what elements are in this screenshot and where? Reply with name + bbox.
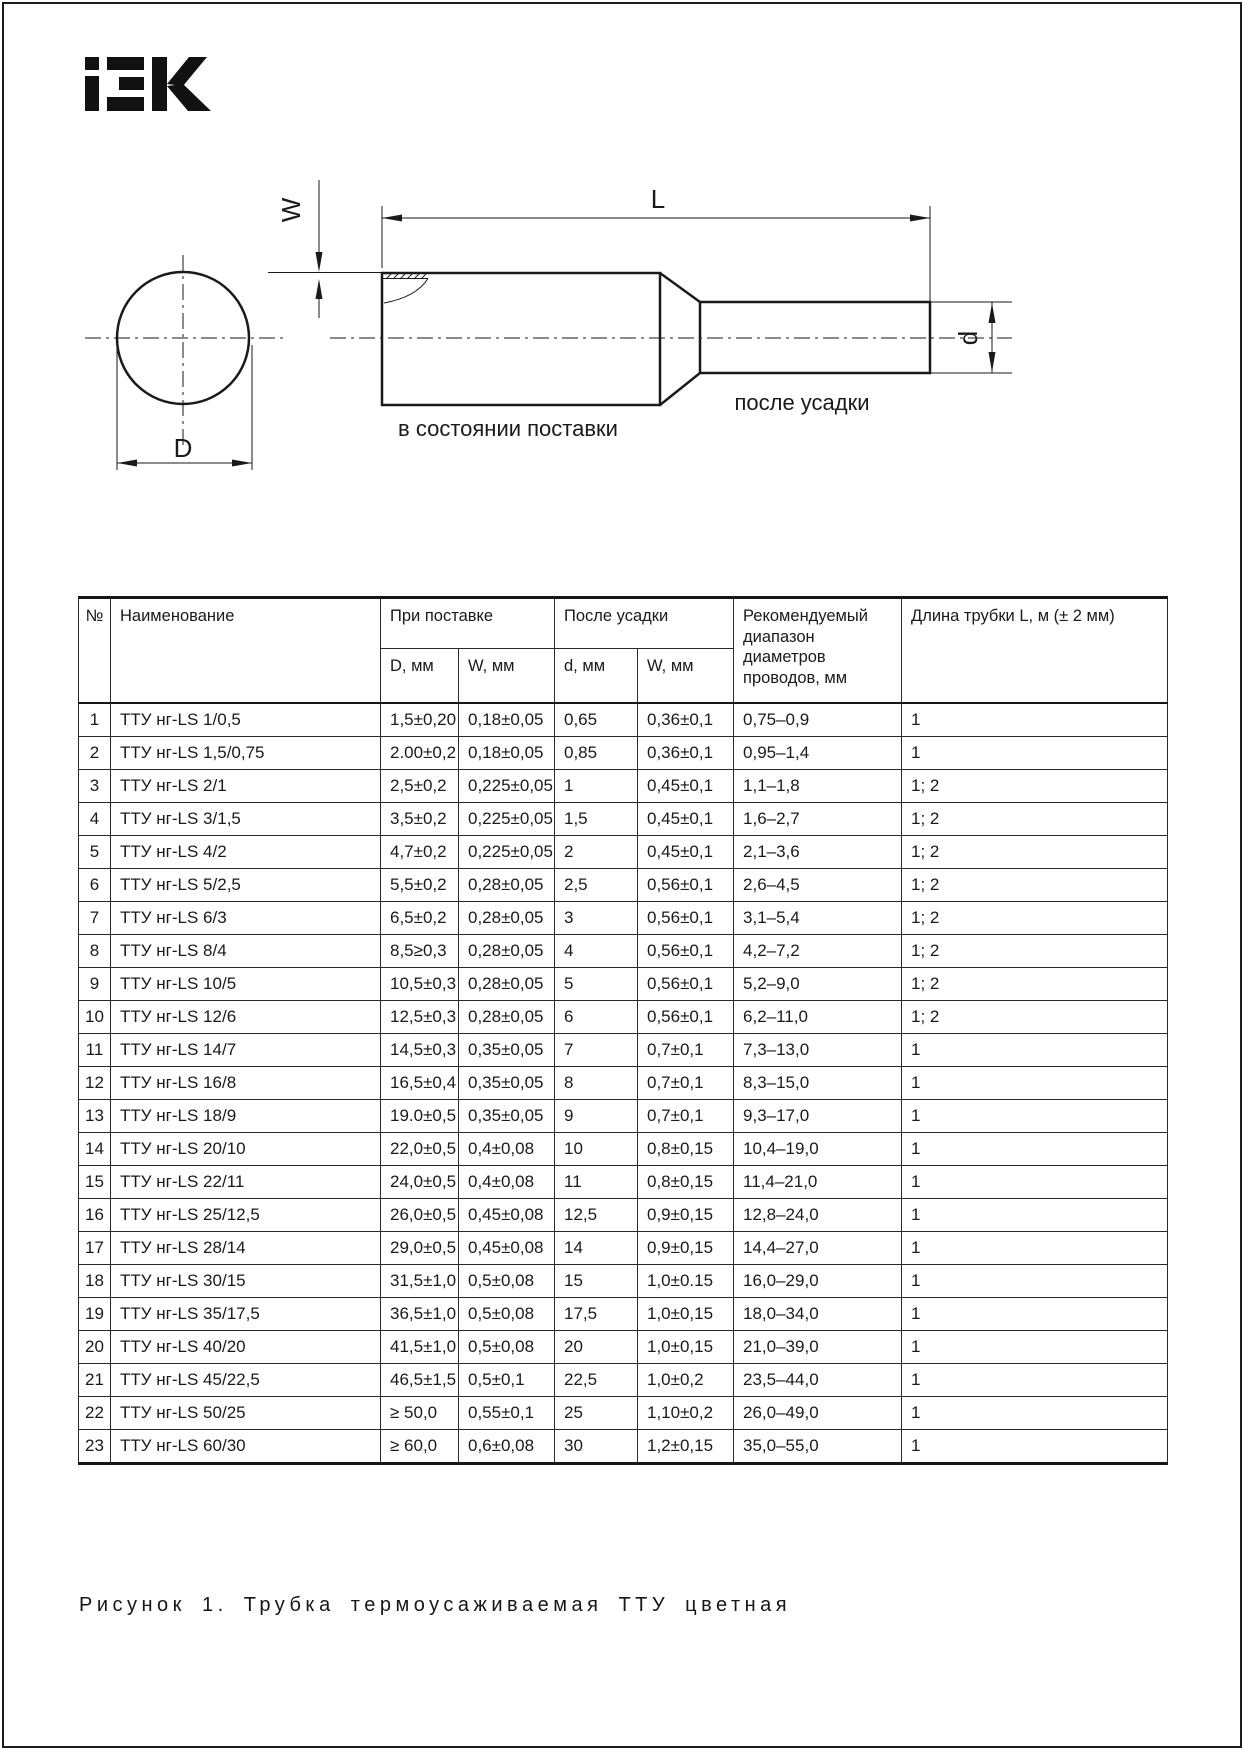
table-cell: ТТУ нг-LS 45/22,5 <box>111 1364 381 1397</box>
table-cell: 1 <box>902 1430 1168 1464</box>
table-cell: 20 <box>79 1331 111 1364</box>
table-cell: ТТУ нг-LS 25/12,5 <box>111 1199 381 1232</box>
table-cell: 1 <box>902 1331 1168 1364</box>
table-cell: 2,5 <box>555 869 638 902</box>
col-header-W-mm: W, мм <box>459 649 555 704</box>
table-cell: ТТУ нг-LS 4/2 <box>111 836 381 869</box>
dimension-L <box>382 206 930 302</box>
table-cell: 0,5±0,1 <box>459 1364 555 1397</box>
table-cell: 1 <box>902 1067 1168 1100</box>
table-row <box>79 836 1168 869</box>
table-cell: ТТУ нг-LS 50/25 <box>111 1397 381 1430</box>
table-cell: 1; 2 <box>902 803 1168 836</box>
table-cell: 15 <box>555 1265 638 1298</box>
table-cell: 0,7±0,1 <box>638 1100 734 1133</box>
table-cell: 1 <box>902 737 1168 770</box>
table-cell: ТТУ нг-LS 2/1 <box>111 770 381 803</box>
table-cell: 2,1–3,6 <box>734 836 902 869</box>
table-cell: 0,55±0,1 <box>459 1397 555 1430</box>
table-cell: 0,56±0,1 <box>638 935 734 968</box>
table-cell: ТТУ нг-LS 30/15 <box>111 1265 381 1298</box>
table-cell: 12 <box>79 1067 111 1100</box>
table-row <box>79 902 1168 935</box>
table-cell: 13 <box>79 1100 111 1133</box>
table-cell: 25 <box>555 1397 638 1430</box>
table-cell: 0,7±0,1 <box>638 1067 734 1100</box>
table-cell: 1 <box>902 1034 1168 1067</box>
table-cell: 2 <box>555 836 638 869</box>
table-cell: 0,28±0,05 <box>459 1001 555 1034</box>
table-cell: 0,8±0,15 <box>638 1166 734 1199</box>
table-cell: ТТУ нг-LS 6/3 <box>111 902 381 935</box>
col-header-D-mm: D, мм <box>381 649 459 704</box>
table-cell: 12,5 <box>555 1199 638 1232</box>
spec-table <box>78 596 1168 1465</box>
table-cell: 4 <box>79 803 111 836</box>
table-row <box>79 770 1168 803</box>
table-cell: 29,0±0,5 <box>381 1232 459 1265</box>
table-cell: 0,45±0,1 <box>638 803 734 836</box>
table-row <box>79 803 1168 836</box>
table-cell: 17,5 <box>555 1298 638 1331</box>
table-cell: 0,28±0,05 <box>459 869 555 902</box>
table-cell: 0,5±0,08 <box>459 1265 555 1298</box>
table-cell: 46,5±1,5 <box>381 1364 459 1397</box>
table-row <box>79 1331 1168 1364</box>
table-row <box>79 1265 1168 1298</box>
table-cell: 0,5±0,08 <box>459 1331 555 1364</box>
table-cell: 0,35±0,05 <box>459 1100 555 1133</box>
table-cell: 0,45±0,1 <box>638 836 734 869</box>
table-cell: 7 <box>555 1034 638 1067</box>
table-cell: 1 <box>902 1100 1168 1133</box>
table-row <box>79 1232 1168 1265</box>
table-cell: ТТУ нг-LS 5/2,5 <box>111 869 381 902</box>
table-cell: 1,0±0.15 <box>638 1265 734 1298</box>
table-cell: ТТУ нг-LS 1/0,5 <box>111 703 381 737</box>
table-cell: 0,45±0,1 <box>638 770 734 803</box>
col-header-after: После усадки <box>555 598 734 649</box>
table-cell: 1 <box>79 703 111 737</box>
table-cell: 36,5±1,0 <box>381 1298 459 1331</box>
table-cell: 8 <box>79 935 111 968</box>
table-cell: 15 <box>79 1166 111 1199</box>
table-cell: ТТУ нг-LS 14/7 <box>111 1034 381 1067</box>
table-cell: 1; 2 <box>902 902 1168 935</box>
table-cell: 2,6–4,5 <box>734 869 902 902</box>
table-cell: 1 <box>902 1166 1168 1199</box>
table-cell: 1 <box>902 1298 1168 1331</box>
table-cell: ТТУ нг-LS 18/9 <box>111 1100 381 1133</box>
table-cell: 14 <box>79 1133 111 1166</box>
table-row <box>79 1364 1168 1397</box>
table-cell: 0,28±0,05 <box>459 902 555 935</box>
table-cell: ТТУ нг-LS 40/20 <box>111 1331 381 1364</box>
col-header-length: Длина трубки L, м (± 2 мм) <box>902 598 1168 704</box>
tube-delivery-state <box>268 273 700 406</box>
table-cell: 10,4–19,0 <box>734 1133 902 1166</box>
table-cell: 1,6–2,7 <box>734 803 902 836</box>
table-cell: 0,45±0,08 <box>459 1199 555 1232</box>
spec-table-header <box>79 598 1168 704</box>
col-header-W2-mm: W, мм <box>638 649 734 704</box>
table-cell: 19.0±0,5 <box>381 1100 459 1133</box>
table-cell: 22,5 <box>555 1364 638 1397</box>
table-cell: ТТУ нг-LS 10/5 <box>111 968 381 1001</box>
table-row <box>79 1034 1168 1067</box>
table-cell: 9 <box>79 968 111 1001</box>
table-cell: 5 <box>79 836 111 869</box>
table-row <box>79 935 1168 968</box>
table-cell: 1 <box>555 770 638 803</box>
table-row <box>79 703 1168 737</box>
table-cell: 1 <box>902 1133 1168 1166</box>
table-cell: 0,225±0,05 <box>459 836 555 869</box>
table-cell: 7 <box>79 902 111 935</box>
table-cell: ТТУ нг-LS 28/14 <box>111 1232 381 1265</box>
table-cell: 3,5±0,2 <box>381 803 459 836</box>
dimension-W <box>316 180 323 318</box>
table-cell: 4,2–7,2 <box>734 935 902 968</box>
table-cell: 0,28±0,05 <box>459 968 555 1001</box>
table-cell: 1,0±0,2 <box>638 1364 734 1397</box>
label-d: d <box>953 330 983 346</box>
table-row <box>79 1133 1168 1166</box>
table-cell: 1,0±0,15 <box>638 1298 734 1331</box>
table-cell: 21 <box>79 1364 111 1397</box>
table-cell: 21,0–39,0 <box>734 1331 902 1364</box>
table-cell: 3,1–5,4 <box>734 902 902 935</box>
table-cell: ТТУ нг-LS 1,5/0,75 <box>111 737 381 770</box>
table-cell: 8,3–15,0 <box>734 1067 902 1100</box>
table-cell: 0,95–1,4 <box>734 737 902 770</box>
table-cell: 31,5±1,0 <box>381 1265 459 1298</box>
table-cell: 4,7±0,2 <box>381 836 459 869</box>
table-cell: 26,0±0,5 <box>381 1199 459 1232</box>
table-cell: 0,35±0,05 <box>459 1034 555 1067</box>
table-cell: 1,2±0,15 <box>638 1430 734 1464</box>
table-cell: ТТУ нг-LS 20/10 <box>111 1133 381 1166</box>
table-cell: 0,65 <box>555 703 638 737</box>
table-cell: 1,1–1,8 <box>734 770 902 803</box>
label-delivery-state: в состоянии поставки <box>398 416 618 441</box>
table-cell: 4 <box>555 935 638 968</box>
table-cell: 0,56±0,1 <box>638 902 734 935</box>
table-row <box>79 1397 1168 1430</box>
table-cell: 41,5±1,0 <box>381 1331 459 1364</box>
table-cell: 17 <box>79 1232 111 1265</box>
table-row <box>79 1166 1168 1199</box>
table-cell: 8,5≥0,3 <box>381 935 459 968</box>
table-row <box>79 1067 1168 1100</box>
table-cell: 1; 2 <box>902 1001 1168 1034</box>
table-cell: 7,3–13,0 <box>734 1034 902 1067</box>
label-L: L <box>650 184 666 214</box>
table-cell: ≥ 60,0 <box>381 1430 459 1464</box>
table-cell: 19 <box>79 1298 111 1331</box>
label-D: D <box>173 433 193 463</box>
table-cell: 1 <box>902 1397 1168 1430</box>
table-cell: 0,35±0,05 <box>459 1067 555 1100</box>
table-cell: 0,18±0,05 <box>459 737 555 770</box>
table-cell: 0,75–0,9 <box>734 703 902 737</box>
table-cell: 0,6±0,08 <box>459 1430 555 1464</box>
table-cell: 11,4–21,0 <box>734 1166 902 1199</box>
table-cell: 23,5–44,0 <box>734 1364 902 1397</box>
label-after-shrink: после усадки <box>734 390 870 415</box>
table-cell: 1 <box>902 1364 1168 1397</box>
table-cell: 12,8–24,0 <box>734 1199 902 1232</box>
table-cell: 23 <box>79 1430 111 1464</box>
table-cell: 3 <box>79 770 111 803</box>
table-cell: 14 <box>555 1232 638 1265</box>
table-cell: ТТУ нг-LS 60/30 <box>111 1430 381 1464</box>
table-cell: ≥ 50,0 <box>381 1397 459 1430</box>
table-cell: 2.00±0,2 <box>381 737 459 770</box>
table-cell: 24,0±0,5 <box>381 1166 459 1199</box>
table-cell: 6,2–11,0 <box>734 1001 902 1034</box>
table-cell: 5,5±0,2 <box>381 869 459 902</box>
table-cell: 1,10±0,2 <box>638 1397 734 1430</box>
col-header-range: Рекомендуемый диапазон диаметров проводов, мм <box>734 598 902 704</box>
table-cell: 16 <box>79 1199 111 1232</box>
table-cell: 18,0–34,0 <box>734 1298 902 1331</box>
table-cell: 11 <box>555 1166 638 1199</box>
table-cell: 1; 2 <box>902 968 1168 1001</box>
table-cell: 0,9±0,15 <box>638 1232 734 1265</box>
table-cell: 16,5±0,4 <box>381 1067 459 1100</box>
table-cell: 22,0±0,5 <box>381 1133 459 1166</box>
table-cell: 2 <box>79 737 111 770</box>
table-cell: 1; 2 <box>902 869 1168 902</box>
table-cell: 1; 2 <box>902 836 1168 869</box>
table-cell: 20 <box>555 1331 638 1364</box>
table-cell: ТТУ нг-LS 35/17,5 <box>111 1298 381 1331</box>
table-row <box>79 968 1168 1001</box>
table-cell: 5 <box>555 968 638 1001</box>
table-cell: 5,2–9,0 <box>734 968 902 1001</box>
table-cell: ТТУ нг-LS 12/6 <box>111 1001 381 1034</box>
table-cell: 9 <box>555 1100 638 1133</box>
table-row <box>79 1298 1168 1331</box>
table-cell: 10 <box>555 1133 638 1166</box>
table-row <box>79 1100 1168 1133</box>
col-header-num: № <box>79 598 111 704</box>
spec-table-body <box>79 703 1168 1464</box>
table-cell: 0,5±0,08 <box>459 1298 555 1331</box>
table-cell: 0,56±0,1 <box>638 869 734 902</box>
table-cell: 0,7±0,1 <box>638 1034 734 1067</box>
table-cell: 0,225±0,05 <box>459 803 555 836</box>
table-cell: 6 <box>79 869 111 902</box>
table-cell: 10,5±0,3 <box>381 968 459 1001</box>
table-row <box>79 869 1168 902</box>
table-cell: 3 <box>555 902 638 935</box>
table-row <box>79 1430 1168 1464</box>
table-cell: 26,0–49,0 <box>734 1397 902 1430</box>
table-cell: 0,56±0,1 <box>638 968 734 1001</box>
label-W: W <box>276 197 306 223</box>
table-cell: 10 <box>79 1001 111 1034</box>
table-cell: 0,45±0,08 <box>459 1232 555 1265</box>
table-cell: 0,4±0,08 <box>459 1133 555 1166</box>
table-cell: 1; 2 <box>902 935 1168 968</box>
table-cell: 35,0–55,0 <box>734 1430 902 1464</box>
table-cell: 0,28±0,05 <box>459 935 555 968</box>
table-cell: 0,36±0,1 <box>638 703 734 737</box>
table-cell: 0,36±0,1 <box>638 737 734 770</box>
table-cell: ТТУ нг-LS 3/1,5 <box>111 803 381 836</box>
table-row <box>79 737 1168 770</box>
table-row <box>79 1199 1168 1232</box>
table-cell: 11 <box>79 1034 111 1067</box>
table-cell: 0,18±0,05 <box>459 703 555 737</box>
table-cell: 0,8±0,15 <box>638 1133 734 1166</box>
table-cell: 1,5 <box>555 803 638 836</box>
table-cell: 12,5±0,3 <box>381 1001 459 1034</box>
table-cell: 1; 2 <box>902 770 1168 803</box>
table-cell: 6,5±0,2 <box>381 902 459 935</box>
table-cell: 1,5±0,20 <box>381 703 459 737</box>
table-cell: 0,85 <box>555 737 638 770</box>
col-header-name: Наименование <box>111 598 381 704</box>
table-cell: ТТУ нг-LS 8/4 <box>111 935 381 968</box>
table-cell: 1 <box>902 1265 1168 1298</box>
table-cell: 14,4–27,0 <box>734 1232 902 1265</box>
table-cell: 1,0±0,15 <box>638 1331 734 1364</box>
col-header-delivery: При поставке <box>381 598 555 649</box>
table-cell: 30 <box>555 1430 638 1464</box>
table-cell: 1 <box>902 1232 1168 1265</box>
table-cell: 6 <box>555 1001 638 1034</box>
tube-end-view <box>85 255 285 445</box>
table-row <box>79 1001 1168 1034</box>
technical-drawing <box>0 0 1244 500</box>
table-cell: 0,56±0,1 <box>638 1001 734 1034</box>
table-cell: 22 <box>79 1397 111 1430</box>
figure-caption: Рисунок 1. Трубка термоусаживаемая ТТУ цветная <box>79 1594 792 1616</box>
table-cell: 1 <box>902 703 1168 737</box>
table-cell: 0,225±0,05 <box>459 770 555 803</box>
table-cell: 18 <box>79 1265 111 1298</box>
table-cell: 14,5±0,3 <box>381 1034 459 1067</box>
col-header-d-mm: d, мм <box>555 649 638 704</box>
table-cell: 0,9±0,15 <box>638 1199 734 1232</box>
table-cell: 9,3–17,0 <box>734 1100 902 1133</box>
table-cell: ТТУ нг-LS 22/11 <box>111 1166 381 1199</box>
table-cell: ТТУ нг-LS 16/8 <box>111 1067 381 1100</box>
table-cell: 1 <box>902 1199 1168 1232</box>
table-cell: 0,4±0,08 <box>459 1166 555 1199</box>
table-cell: 16,0–29,0 <box>734 1265 902 1298</box>
table-cell: 2,5±0,2 <box>381 770 459 803</box>
table-cell: 8 <box>555 1067 638 1100</box>
